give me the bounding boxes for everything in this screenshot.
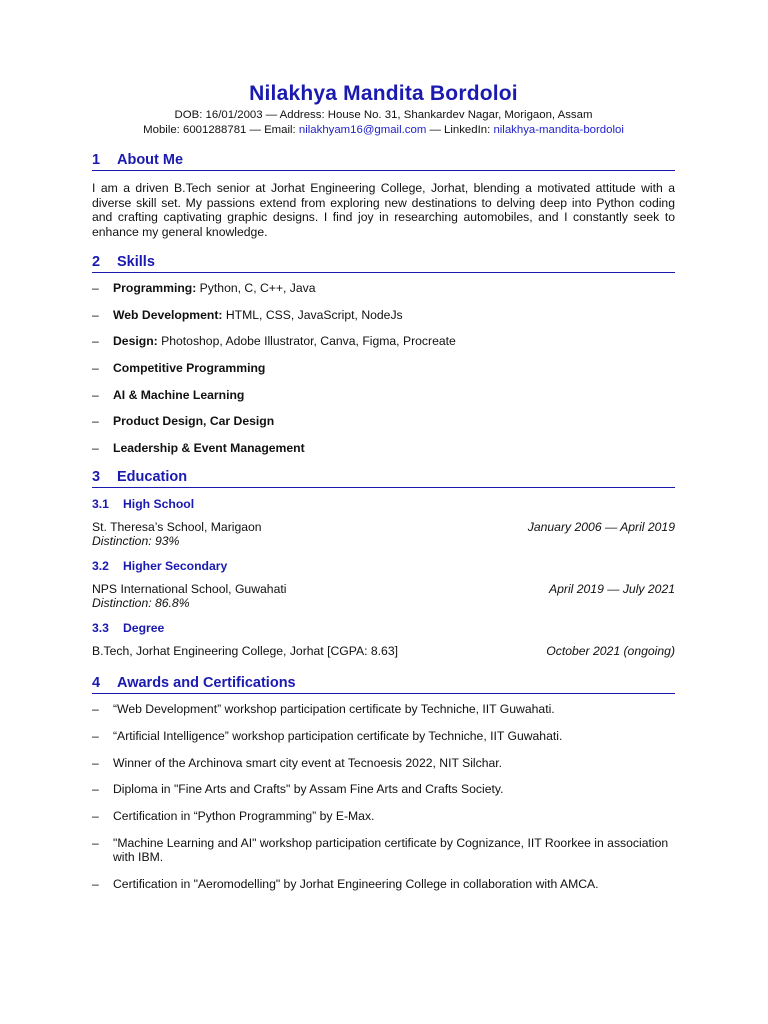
date-range: October 2021 (ongoing) bbox=[546, 643, 675, 658]
resume-page bbox=[92, 80, 675, 904]
dash-bullet: – bbox=[92, 307, 99, 322]
resume-header bbox=[92, 80, 675, 137]
date-range: January 2006 — April 2019 bbox=[527, 519, 675, 534]
contact-line-dob-address: DOB: 16/01/2003 — Address: House No. 31, Shankardev Nagar, Morigaon, Assam bbox=[174, 109, 593, 121]
section-title-text: Skills bbox=[117, 254, 155, 270]
subsection-number: 3.3 bbox=[92, 620, 109, 635]
subsection-heading bbox=[92, 559, 675, 574]
award-item bbox=[92, 729, 675, 744]
candidate-name: Nilakhya Mandita Bordoloi bbox=[249, 82, 518, 105]
subsection-title-text: Higher Secondary bbox=[123, 558, 228, 573]
skill-item bbox=[92, 308, 675, 323]
award-text: "Machine Learning and AI" workshop participation certificate by Cognizance, IIT Roorkee in association with IBM. bbox=[113, 835, 669, 865]
award-item bbox=[92, 702, 675, 717]
subsection-heading bbox=[92, 497, 675, 512]
dash-bullet: – bbox=[92, 361, 99, 376]
skill-item bbox=[92, 361, 675, 376]
education-row bbox=[92, 520, 675, 535]
school-name: B.Tech, Jorhat Engineering College, Jorhat [CGPA: 8.63] bbox=[92, 643, 398, 658]
section-number: 2 bbox=[92, 254, 101, 270]
section-title-text: About Me bbox=[117, 152, 184, 168]
award-text: Diploma in "Fine Arts and Crafts" by Assam Fine Arts and Crafts Society. bbox=[113, 782, 504, 797]
skill-label: AI & Machine Learning bbox=[113, 387, 245, 402]
skill-text: HTML, CSS, JavaScript, NodeJs bbox=[222, 307, 403, 322]
date-range: April 2019 — July 2021 bbox=[548, 581, 675, 596]
mobile-prefix: Mobile: 6001288781 — Email: bbox=[143, 123, 299, 136]
dash-bullet: – bbox=[92, 702, 99, 717]
skills-list bbox=[92, 281, 675, 456]
skill-item bbox=[92, 441, 675, 456]
skill-label: Design: bbox=[113, 334, 158, 349]
award-item bbox=[92, 836, 675, 865]
skill-label: Product Design, Car Design bbox=[113, 414, 275, 429]
dash-bullet: – bbox=[92, 755, 99, 770]
skill-label: Programming: bbox=[113, 281, 197, 295]
dash-bullet: – bbox=[92, 782, 99, 797]
dash-bullet: – bbox=[92, 809, 99, 824]
distinction-note: Distinction: 93% bbox=[92, 534, 180, 549]
about-paragraph: I am a driven B.Tech senior at Jorhat Engineering College, Jorhat, blending a motivated attitude with a diverse skill set. My passions extend from exploring new destinations to delving deep into Python coding and crafting captivating graphic designs. I find joy in researching automobiles, and I constantly seek to enhance my general knowledge. bbox=[92, 181, 675, 239]
distinction-note: Distinction: 86.8% bbox=[92, 596, 190, 611]
dash-bullet: – bbox=[92, 387, 99, 402]
subsection-title-text: High School bbox=[123, 496, 195, 511]
skill-label: Web Development: bbox=[113, 307, 223, 322]
dash-bullet: – bbox=[92, 441, 99, 456]
award-item bbox=[92, 877, 675, 892]
subsection-title-text: Degree bbox=[123, 620, 165, 635]
award-text: “Artificial Intelligence” workshop participation certificate by Techniche, IIT Guwahati. bbox=[113, 729, 563, 743]
skill-text: Python, C, C++, Java bbox=[196, 281, 316, 295]
dash-bullet: – bbox=[92, 414, 99, 429]
section-awards bbox=[92, 674, 675, 891]
award-text: “Web Development” workshop participation certificate by Techniche, IIT Guwahati. bbox=[113, 702, 555, 717]
education-entry-higher-secondary bbox=[92, 559, 675, 611]
section-skills bbox=[92, 253, 675, 456]
education-row bbox=[92, 582, 675, 597]
subsection-heading bbox=[92, 621, 675, 636]
dash-bullet: – bbox=[92, 835, 99, 850]
award-text: Certification in "Aeromodelling" by Jorhat Engineering College in collaboration with AMCA. bbox=[113, 876, 599, 891]
contact-line-mobile-email bbox=[92, 123, 675, 138]
section-title-text: Awards and Certifications bbox=[117, 675, 296, 692]
education-entry-degree bbox=[92, 621, 675, 659]
award-text: Winner of the Archinova smart city event at Tecnoesis 2022, NIT Silchar. bbox=[113, 755, 503, 770]
dash-bullet: – bbox=[92, 334, 99, 349]
education-entry-high-school bbox=[92, 497, 675, 549]
section-education bbox=[92, 468, 675, 659]
dash-bullet: – bbox=[92, 729, 99, 743]
skill-item bbox=[92, 414, 675, 429]
section-heading-skills bbox=[92, 253, 675, 273]
section-number: 1 bbox=[92, 152, 101, 168]
linkedin-link[interactable]: nilakhya-mandita-bordoloi bbox=[493, 123, 624, 136]
education-row bbox=[92, 644, 675, 659]
section-number: 4 bbox=[92, 675, 101, 692]
award-item bbox=[92, 782, 675, 797]
skill-item bbox=[92, 334, 675, 349]
section-title-text: Education bbox=[117, 468, 188, 485]
school-name: NPS International School, Guwahati bbox=[92, 581, 287, 596]
subsection-number: 3.1 bbox=[92, 496, 109, 511]
section-number: 3 bbox=[92, 468, 101, 485]
email-link[interactable]: nilakhyam16@gmail.com bbox=[298, 123, 427, 136]
school-name: St. Theresa’s School, Marigaon bbox=[92, 519, 262, 534]
skill-item bbox=[92, 281, 675, 296]
award-text: Certification in “Python Programming” by E-Max. bbox=[113, 809, 375, 824]
skill-text: Photoshop, Adobe Illustrator, Canva, Figma, Procreate bbox=[157, 334, 456, 349]
awards-list bbox=[92, 702, 675, 891]
award-item bbox=[92, 756, 675, 771]
section-heading-about bbox=[92, 151, 675, 171]
section-heading-awards bbox=[92, 674, 675, 694]
linkedin-prefix: — LinkedIn: bbox=[426, 123, 494, 136]
skill-label: Competitive Programming bbox=[113, 361, 266, 376]
skill-label: Leadership & Event Management bbox=[113, 441, 305, 456]
section-heading-education bbox=[92, 468, 675, 488]
subsection-number: 3.2 bbox=[92, 558, 109, 573]
award-item bbox=[92, 809, 675, 824]
dash-bullet: – bbox=[92, 281, 99, 295]
skill-item bbox=[92, 388, 675, 403]
dash-bullet: – bbox=[92, 876, 99, 891]
section-about bbox=[92, 151, 675, 239]
